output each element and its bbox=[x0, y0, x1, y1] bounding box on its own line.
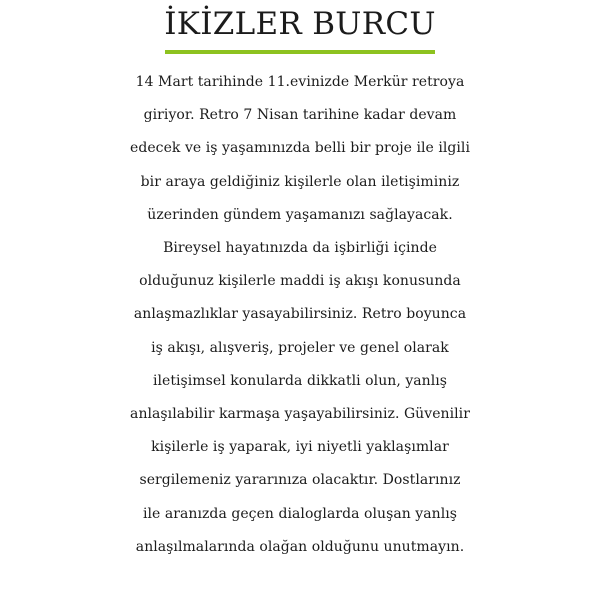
text-line: üzerinden gündem yaşamanızı sağlayacak. bbox=[147, 206, 453, 223]
text-line: bir araya geldiğiniz kişilerle olan iletişiminiz bbox=[140, 173, 460, 190]
text-line: Bireysel hayatınızda da işbirliği içinde bbox=[163, 240, 437, 257]
text-line: anlaşmazlıklar yasayabilirsiniz. Retro boyunca bbox=[133, 306, 467, 323]
text-line: giriyor. Retro 7 Nisan tarihine kadar devam bbox=[143, 107, 457, 124]
text-line: olduğunuz kişilerle maddi iş akışı konusunda bbox=[139, 273, 461, 290]
title-underline bbox=[165, 50, 435, 54]
text-line: anlaşılabilir karmaşa yaşayabilirsiniz. Güvenilir bbox=[130, 406, 470, 423]
text-line: iletişimsel konularda dikkatli olun, yanlış bbox=[152, 372, 448, 389]
text-line: edecek ve iş yaşamınızda belli bir proje ile ilgili bbox=[130, 140, 470, 157]
text-line: iş akışı, alışveriş, projeler ve genel olarak bbox=[151, 339, 449, 356]
text-line: ile aranızda geçen dialoglarda oluşan yanlış bbox=[142, 505, 457, 522]
horoscope-paragraph bbox=[0, 66, 600, 564]
text-line: kişilerle iş yaparak, iyi niyetli yaklaşımlar bbox=[151, 439, 449, 456]
text-line: sergilemeniz yararınıza olacaktır. Dostlarınız bbox=[139, 472, 461, 489]
text-line: 14 Mart tarihinde 11.evinizde Merkür retroya bbox=[135, 74, 465, 90]
text-line: anlaşılmalarında olağan olduğunu unutmayın. bbox=[135, 538, 465, 555]
page-title: İKİZLER BURCU bbox=[164, 6, 436, 42]
